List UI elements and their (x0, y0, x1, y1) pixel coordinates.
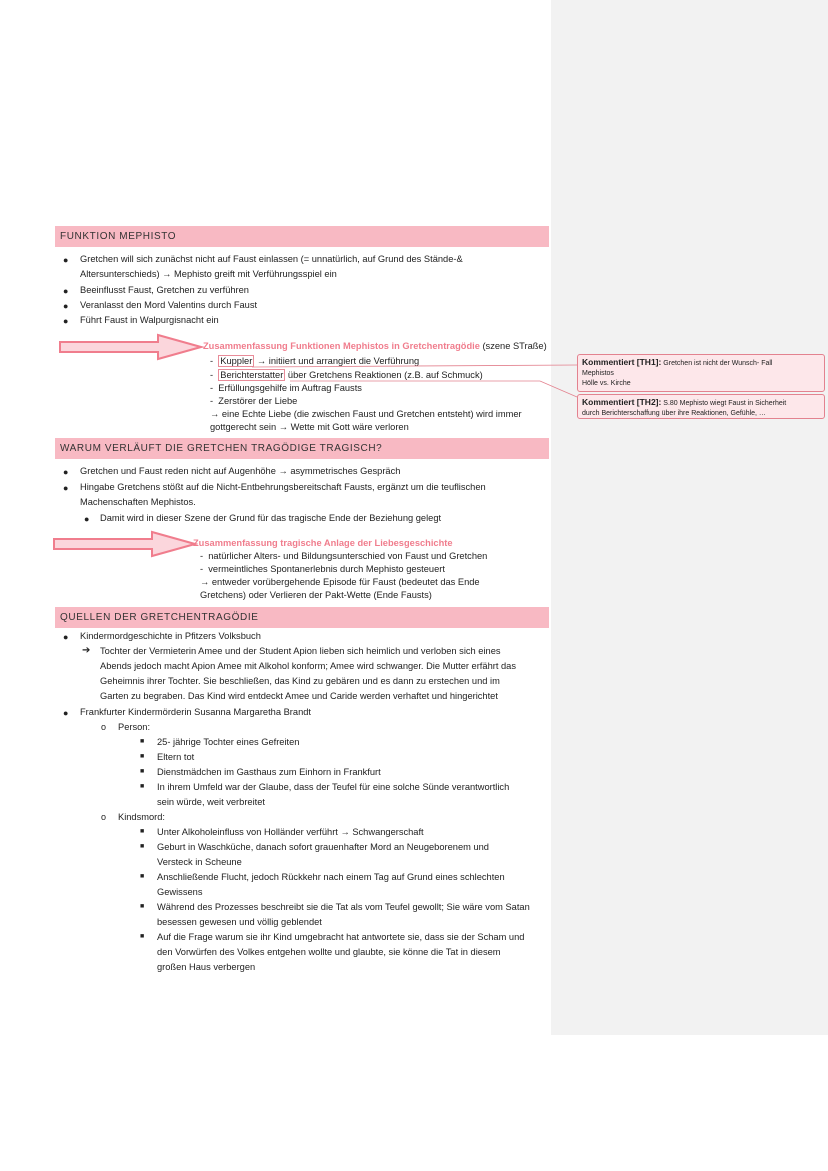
text-line: In ihrem Umfeld war der Glaube, dass der Teufel für eine solche Sünde verantwortlich (157, 782, 510, 792)
summary-title-funktion: Zusammenfassung Funktionen Mephistos in Gretchentragödie (szene STraße) (203, 341, 547, 351)
highlight-kuppler: Kuppler (220, 356, 253, 366)
text-line: Hingabe Gretchens stößt auf die Nicht-Entbehrungsbereitschaft Fausts, ergänzt um die teuflischen (80, 482, 486, 492)
bullet-icon: ● (63, 708, 69, 718)
bullet-icon: ● (84, 514, 90, 524)
text-line: Während des Prozesses beschreibt sie die Tat als vom Teufel gewollt; Sie wäre vom Satan (157, 902, 530, 912)
circle-bullet-icon: o (101, 812, 107, 822)
sublist-label: Person: (118, 722, 151, 732)
text-line: Gewissens (157, 887, 203, 897)
summary-item: - Zerstörer der Liebe (210, 396, 298, 406)
bullet-icon: ● (63, 286, 69, 296)
bullet-icon: ● (63, 467, 69, 477)
summary-item: - Erfüllungsgehilfe im Auftrag Fausts (210, 383, 362, 393)
text-line: sein würde, weit verbreitet (157, 797, 265, 807)
text-line: Altersunterschieds) → Mephisto greift mit Verführungsspiel ein (80, 269, 337, 279)
bullet-icon: ● (63, 632, 69, 642)
text-line: Abends jedoch macht Apion Amee mit Alkohol konform; Amee wird schwanger. Die Mutter erfährt das (100, 661, 516, 671)
square-bullet-icon: ■ (140, 738, 145, 745)
bullet-icon: ● (63, 316, 69, 326)
text-line: Frankfurter Kindermörderin Susanna Margaretha Brandt (80, 707, 311, 717)
text-line: Unter Alkoholeinfluss von Holländer verführt → Schwangerschaft (157, 827, 424, 837)
summary-line: → entweder vorübergehende Episode für Faust (bedeutet das Ende (200, 577, 480, 587)
bullet-icon: ● (63, 255, 69, 265)
text-line: Auf die Frage warum sie ihr Kind umgebracht hat antwortete sie, dass sie der Scham und (157, 932, 525, 942)
summary-item-kuppler: - Kuppler → initiiert und arrangiert die Verführung (210, 356, 420, 366)
square-bullet-icon: ■ (140, 768, 145, 775)
text-line: Anschließende Flucht, jedoch Rückkehr nach einem Tag auf Grund eines schlechten (157, 872, 505, 882)
text-line: Geheimnis ihrer Tochter. Sie beschließen, das Kind zu gebären und es dann zu erstechen und im (100, 676, 500, 686)
text-line: Geburt in Waschküche, danach sofort grauenhafter Mord an Neugeborenem und (157, 842, 489, 852)
summary-item: - natürlicher Alters- und Bildungsunterschied von Faust und Gretchen (200, 551, 488, 561)
section-heading-warum: WARUM VERLÄUFT DIE GRETCHEN TRAGÖDIGE TRAGISCH? (55, 438, 549, 459)
bullet-icon: ● (63, 301, 69, 311)
comment-text: Kommentiert [TH1]: Gretchen ist nicht der Wunsch- Fall (582, 357, 773, 367)
comment-th1[interactable] (577, 354, 825, 392)
text-line: den Vorwürfen des Volkes entgehen wollte und glaubte, sie könne die Tat in diesem (157, 947, 501, 957)
summary-line: → eine Echte Liebe (die zwischen Faust und Gretchen entsteht) wird immer (210, 409, 522, 419)
square-bullet-icon: ■ (140, 873, 145, 880)
square-bullet-icon: ■ (140, 843, 145, 850)
text-line: Beeinflusst Faust, Gretchen zu verführen (80, 285, 249, 295)
square-bullet-icon: ■ (140, 903, 145, 910)
summary-line: gottgerecht sein → Wette mit Gott wäre verloren (210, 422, 409, 432)
comment-text: durch Berichterschaffung über ihre Reaktionen, Gefühle, … (582, 410, 766, 417)
text-line: Damit wird in dieser Szene der Grund für das tragische Ende der Beziehung gelegt (100, 513, 442, 523)
text-line: Gretchen und Faust reden nicht auf Augenhöhe → asymmetrisches Gespräch (80, 466, 401, 476)
square-bullet-icon: ■ (140, 933, 145, 940)
text-line: Dienstmädchen im Gasthaus zum Einhorn in Frankfurt (157, 767, 381, 777)
text-line: Tochter der Vermieterin Amee und der Student Apion lieben sich heimlich und verloben sich eines (100, 646, 501, 656)
text-line: Garten zu begraben. Das Kind wird entdeckt Amee und Caride werden verhaftet und hingerichtet (100, 691, 498, 701)
text-line: Machenschaften Mephistos. (80, 497, 196, 507)
comment-text: Kommentiert [TH2]: S.80 Mephisto wiegt Faust in Sicherheit (582, 397, 787, 407)
section-heading-quellen: QUELLEN DER GRETCHENTRAGÖDIE (55, 607, 549, 628)
highlight-bericht: Berichterstatter (220, 370, 284, 380)
text-line: Versteck in Scheune (157, 857, 242, 867)
summary-line: Gretchens) oder Verlieren der Pakt-Wette (Ende Fausts) (200, 590, 432, 600)
section-heading-funktion: FUNKTION MEPHISTO (55, 226, 549, 247)
text-line: Führt Faust in Walpurgisnacht ein (80, 315, 219, 325)
comment-text: Hölle vs. Kirche (582, 380, 631, 387)
square-bullet-icon: ■ (140, 828, 145, 835)
text-line: Veranlasst den Mord Valentins durch Faust (80, 300, 258, 310)
summary-title-warum: Zusammenfassung tragische Anlage der Liebesgeschichte (193, 538, 453, 548)
text-line: 25- jährige Tochter eines Gefreiten (157, 737, 300, 747)
square-bullet-icon: ■ (140, 753, 145, 760)
comment-th2[interactable] (577, 394, 825, 419)
text-line: Kindermordgeschichte in Pfitzers Volksbuch (80, 631, 261, 641)
sublist-label: Kindsmord: (118, 812, 166, 822)
square-bullet-icon: ■ (140, 783, 145, 790)
summary-item: - vermeintliches Spontanerlebnis durch Mephisto gesteuert (200, 564, 445, 574)
circle-bullet-icon: o (101, 722, 107, 732)
text-line: großen Haus verbergen (157, 962, 256, 972)
comment-text: Mephistos (582, 370, 614, 377)
arrow-bullet-icon: ➔ (82, 645, 91, 656)
text-line: Eltern tot (157, 752, 195, 762)
bullet-icon: ● (63, 483, 69, 493)
text-line: besessen gewesen und völlig geblendet (157, 917, 322, 927)
summary-item-bericht: - Berichterstatter über Gretchens Reaktionen (z.B. auf Schmuck) (210, 370, 483, 380)
text-line: Gretchen will sich zunächst nicht auf Faust einlassen (= unnatürlich, auf Grund des Stände-& (80, 254, 463, 264)
